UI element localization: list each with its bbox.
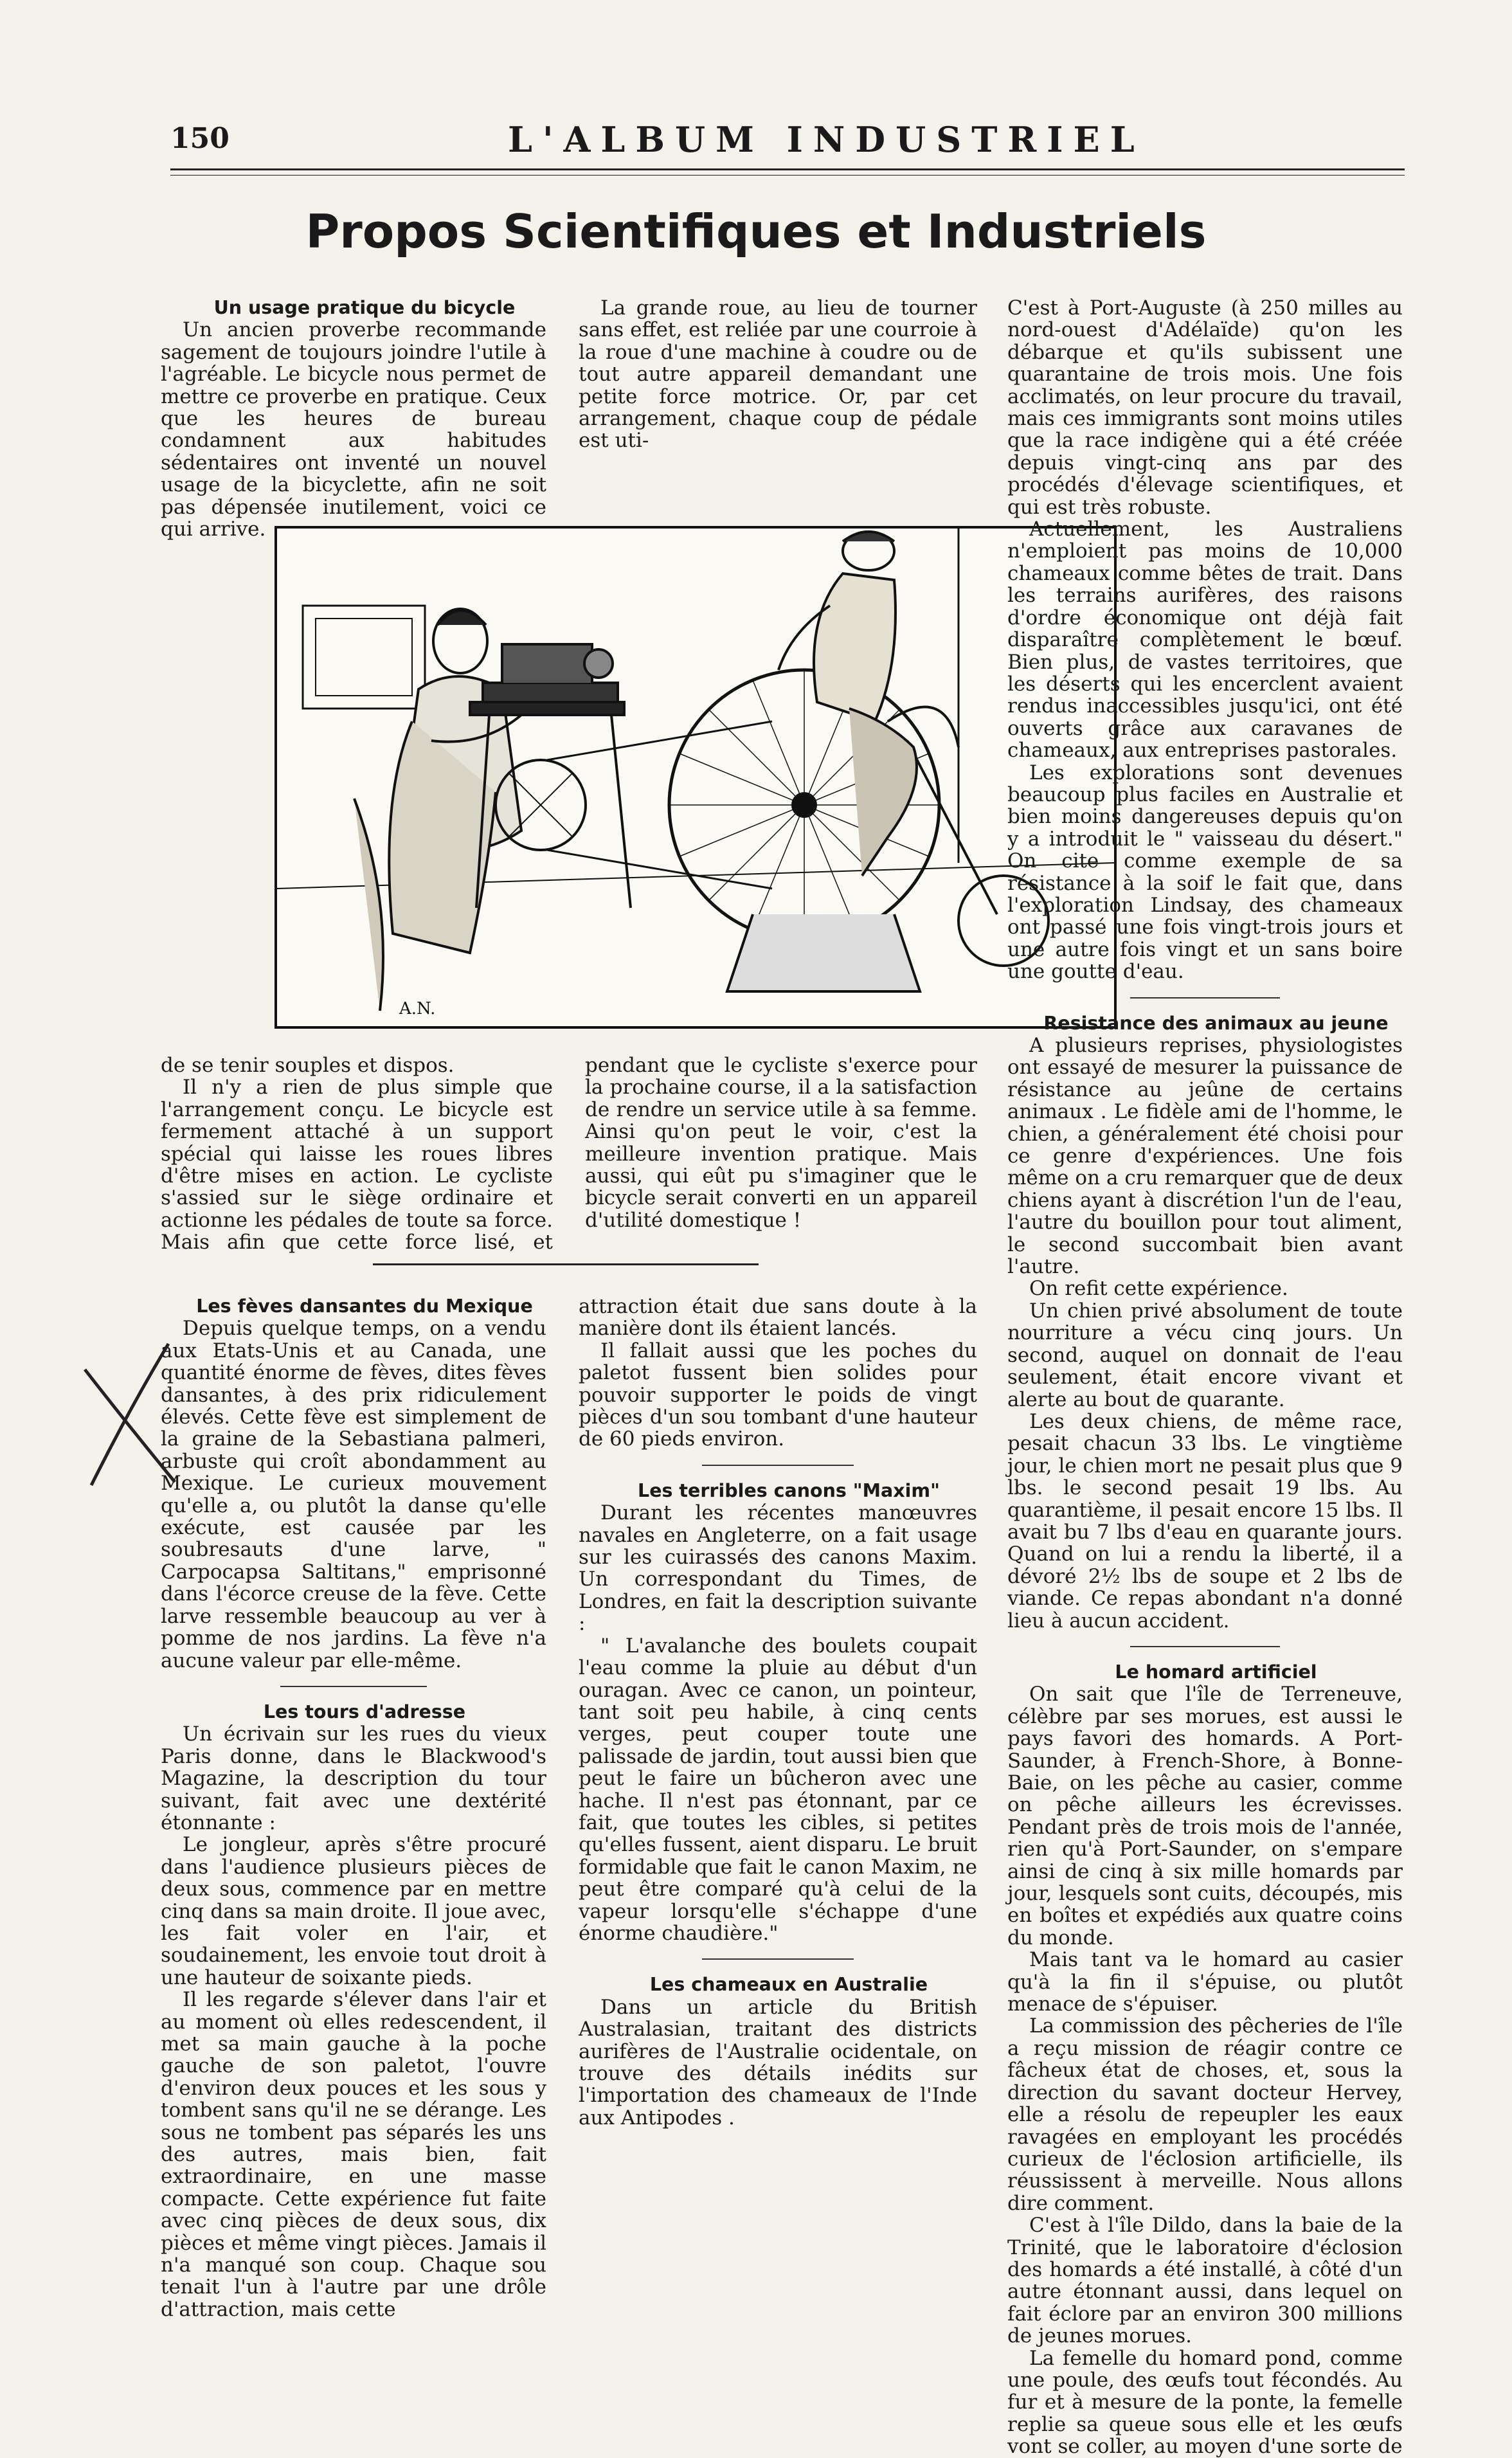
section-rule — [373, 1263, 759, 1265]
article-paragraph: Actuellement, les Australiens n'emploient pas moins de 10,000 chameaux comme bêtes de trait. Dans les terrains aurifères, des raisons d'ordre économique ont déjà fait disparaître complètement le bœuf. Bien plus, de vastes territoires, que les déserts qui les encerclent avaient rendus inaccessibles jusqu'ici, ont été ouverts grâce aux caravanes de chameaux, aux entreprises pastorales. — [1007, 518, 1403, 763]
article-paragraph: Les deux chiens, de même race, pesait chacun 33 lbs. Le vingtième jour, le chien mort ne pesait plus que 9 lbs. le second pesait 19 lbs. Au quarantième, il pesait encore 15 lbs. Il avait bu 7 lbs d'eau en quarante jours. Quand on lui a rendu la liberté, il a dévoré 2½ lbs de soupe et 2 lbs de viande. Ce repas abondant n'a donné lieu à aucun accident. — [1007, 1409, 1403, 1632]
article-heading-maxim: Les terribles canons "Maxim" — [638, 1479, 940, 1501]
header-rule — [170, 168, 1405, 170]
article-paragraph: Un ancien proverbe recommande sagement de toujours joindre l'utile à l'agréable. Le bicycle nous permet de mettre ce proverbe en pratique. Ceux que les heures de bureau condamnent aux habitudes sédentaires ont inventé un nouvel usage de la bicyclette, afin ne soit pas dépensée inutilement, voici ce qui arrive. — [161, 318, 546, 541]
art1-column-1 — [161, 297, 546, 540]
article-paragraph: Dans un article du British Australasian, traitant des districts aurifères de l'Australie ocidentale, on trouve des détails inédits sur l'importation des chameaux de l'Inde aux Antipodes . — [579, 1995, 977, 2129]
art1-bottom-columns — [161, 1054, 977, 1254]
separator — [1130, 1646, 1281, 1647]
handwritten-x-mark — [72, 1331, 181, 1492]
running-head: L'ALBUM INDUSTRIEL — [508, 119, 1145, 160]
article-paragraph: La grande roue, au lieu de tourner sans effet, est reliée par une courroie à la roue d'une machine à coudre ou de tout autre appareil demandant une petite force motrice. Or, par cet arrangement, chaque coup de pédale est uti- — [579, 296, 977, 453]
separator — [702, 1465, 854, 1466]
article-paragraph: Il fallait aussi que les poches du paletot fussent bien solides pour pouvoir supporter le poids de vingt pièces d'un sou tombant d'une hauteur de 60 pieds environ. — [579, 1339, 977, 1451]
article-heading-tours: Les tours d'adresse — [263, 1701, 466, 1722]
article-paragraph: Il les regarde s'élever dans l'air et au moment où elles redescendent, il met sa main gauche à la poche gauche de son paletot, l'ouvre d'environ deux pouces et les sous y tombent sans qu'il ne se dérange. Les sous ne tombent pas séparés les uns des autres, mais bien, fait extraordinaire, en une masse compacte. Cette expérience fut faite avec cinq pièces de deux sous, dix pièces et même vingt pièces. Jamais il n'a manqué son coup. Chaque sou tenait l'un à l'autre par une drôle d'attraction, mais cette — [161, 1988, 546, 2321]
article-paragraph: On refit cette expérience. — [1029, 1277, 1288, 1301]
art5-column-3 — [1007, 297, 1403, 2458]
lower-column-1 — [161, 1296, 546, 2320]
article-paragraph: A plusieurs reprises, physiologistes ont essayé de mesurer la puissance de résistance au jeûne de certains animaux . Le fidèle ami de l'homme, le chien, a généralement été choisi pour ce genre d'expériences. Une fois même on a cru remarquer que de deux chiens ayant à discrétion l'un de l'eau, l'autre du bouillon pour tout aliment, le second succombait bien avant l'autre. — [1007, 1034, 1403, 1279]
article-heading-homard: Le homard artificiel — [1115, 1661, 1317, 1683]
lower-column-2 — [579, 1296, 977, 2129]
article-paragraph: Il n'y a rien de plus simple que l'arrangement conçu. Le bicycle est fermement attaché à un support spécial qui laisse les roues libres d'être mises en action. Le cycliste s'assied sur le siège ordinaire et actionne les pédales de toute sa force. Mais afin que cette force lisé, et pendant que le cycliste s'exerce pour la prochaine course, il a la satisfaction de rendre un service utile à sa femme. Ainsi qu'on peut le voir, c'est la meilleure invention pratique. Mais aussi, qui eût pu s'imaginer que le bicycle serait converti en un appareil d'utilité domestique ! — [161, 1054, 977, 1254]
art1-column-2 — [579, 297, 977, 452]
separator — [1130, 997, 1281, 999]
article-paragraph: de se tenir souples et dispos. — [161, 1054, 455, 1077]
article-paragraph: Un chien privé absolument de toute nourriture a vécu cinq jours. Un second, auquel on donnait de l'eau seulement, était encore vivant et alerte au bout de quarante. — [1007, 1299, 1403, 1411]
page-title: Propos Scientifiques et Industriels — [305, 204, 1207, 258]
article-paragraph: Les explorations sont devenues beaucoup plus faciles en Australie et bien moins dangereuses depuis qu'on y a introduit le " vaisseau du désert." On cite comme exemple de sa résistance à la soif le fait que, dans l'exploration Lindsay, des chameaux ont passé une fois vingt-trois jours et une autre fois vingt et un sans boire une goutte d'eau. — [1007, 761, 1403, 984]
article-paragraph: C'est à l'île Dildo, dans la baie de la Trinité, que le laboratoire d'éclosion des homards a été installé, à côté d'un autre étonnant aussi, dans lequel on fait éclore par an environ 300 millions de jeunes morues. — [1007, 2214, 1403, 2348]
illustration-bicycle-sewing-machine — [274, 526, 1117, 1029]
article-paragraph: Le jongleur, après s'être procuré dans l'audience plusieurs pièces de deux sous, commence par en mettre cinq dans sa main droite. Il joue avec, les fait voler en l'air, et soudainement, les envoie tout droit à une hauteur de soixante pieds. — [161, 1833, 546, 1989]
article-paragraph: La femelle du homard pond, comme une poule, des œufs tout fécondés. Au fur et à mesure de la ponte, la femelle replie sa queue sous elle et les œufs vont se coller, au moyen d'une sorte de — [1007, 2346, 1403, 2458]
page-number: 150 — [170, 122, 230, 155]
article-heading-resistance: Resistance des animaux au jeune — [1043, 1012, 1389, 1034]
article-heading-bicycle: Un usage pratique du bicycle — [213, 297, 516, 318]
article-paragraph: attraction était due sans doute à la manière dont ils étaient lancés. — [579, 1295, 977, 1341]
engraving-drawing — [277, 529, 1114, 1026]
article-paragraph: Un écrivain sur les rues du vieux Paris donne, dans le Blackwood's Magazine, la description du tour suivant, fait avec une dextérité étonnante : — [161, 1722, 546, 1834]
article-paragraph: Durant les récentes manœuvres navales en Angleterre, on a fait usage sur les cuirassés des canons Maxim. Un correspondant du Times, de Londres, en fait la description suivante : — [579, 1501, 977, 1636]
article-heading-chameaux: Les chameaux en Australie — [649, 1974, 928, 1996]
article-paragraph: Mais tant va le homard au casier qu'à la fin il s'épuise, ou plutôt menace de s'épuiser. — [1007, 1948, 1403, 2016]
illustration-signature: A.N. — [399, 999, 436, 1018]
article-paragraph: La commission des pêcheries de l'île a reçu mission de réagir contre ce fâcheux état de choses, et, sous la direction du savant docteur Hervey, elle a résolu de repeupler les eaux ravagées en employant les procédés curieux de l'éclosion artificielle, ils réussissent à merveille. Nous allons dire comment. — [1007, 2014, 1403, 2215]
article-paragraph: On sait que l'île de Terreneuve, célèbre par ses morues, est aussi le pays favori des homards. A Port-Saunder, à French-Shore, à Bonne-Baie, on les pêche au casier, comme on pêche ailleurs les écrevisses. Pendant près de trois mois de l'année, rien qu'à Port-Saunder, on s'empare ainsi de cinq à six mille homards par jour, lesquels sont cuits, découpés, mis en boîtes et expédiés aux quatre coins du monde. — [1007, 1683, 1403, 1949]
article-paragraph: C'est à Port-Auguste (à 250 milles au nord-ouest d'Adélaïde) qu'on les débarque et qu'ils subissent une quarantaine de trois mois. Une fois acclimatés, on leur procure du travail, mais ces immigrants sont moins utiles que la race indigène qui a été créée depuis vingt-cinq ans par des procédés d'élevage scientifiques, et qui est très robuste. — [1007, 296, 1403, 519]
separator — [702, 1958, 854, 1960]
article-paragraph: Depuis quelque temps, on a vendu aux Etats-Unis et au Canada, une quantité énorme de fèves, dites fèves dansantes, à des prix ridiculement élevés. Cette fève est simplement de la graine de la Sebastiana palmeri, arbuste qui croît abondamment au Mexique. Le curieux mouvement qu'elle a, ou plutôt la danse qu'elle exécute, est causée par les soubresauts d'une larve, " Carpocapsa Saltitans," emprisonné dans l'écorce creuse de la fève. Cette larve ressemble beaucoup au ver à pomme de nos jardins. La fève n'a aucune valeur par elle-même. — [161, 1317, 546, 1672]
header-rule-thin — [170, 175, 1405, 176]
article-paragraph: " L'avalanche des boulets coupait l'eau comme la pluie au début d'un ouragan. Avec ce canon, un pointeur, tant soit peu habile, à cinq cents verges, peut couper toute une palissade de jardin, tout aussi bien que peut le faire un bûcheron avec une hache. Il n'est pas étonnant, par ce fait, que toutes les cibles, si petites qu'elles fussent, aient disparu. Le bruit formidable que fait le canon Maxim, ne peut être comparé qu'à celui de la vapeur lorsqu'elle s'échappe d'une énorme chaudière." — [579, 1634, 977, 1945]
separator — [280, 1686, 427, 1687]
article-heading-feves: Les fèves dansantes du Mexique — [196, 1296, 533, 1317]
